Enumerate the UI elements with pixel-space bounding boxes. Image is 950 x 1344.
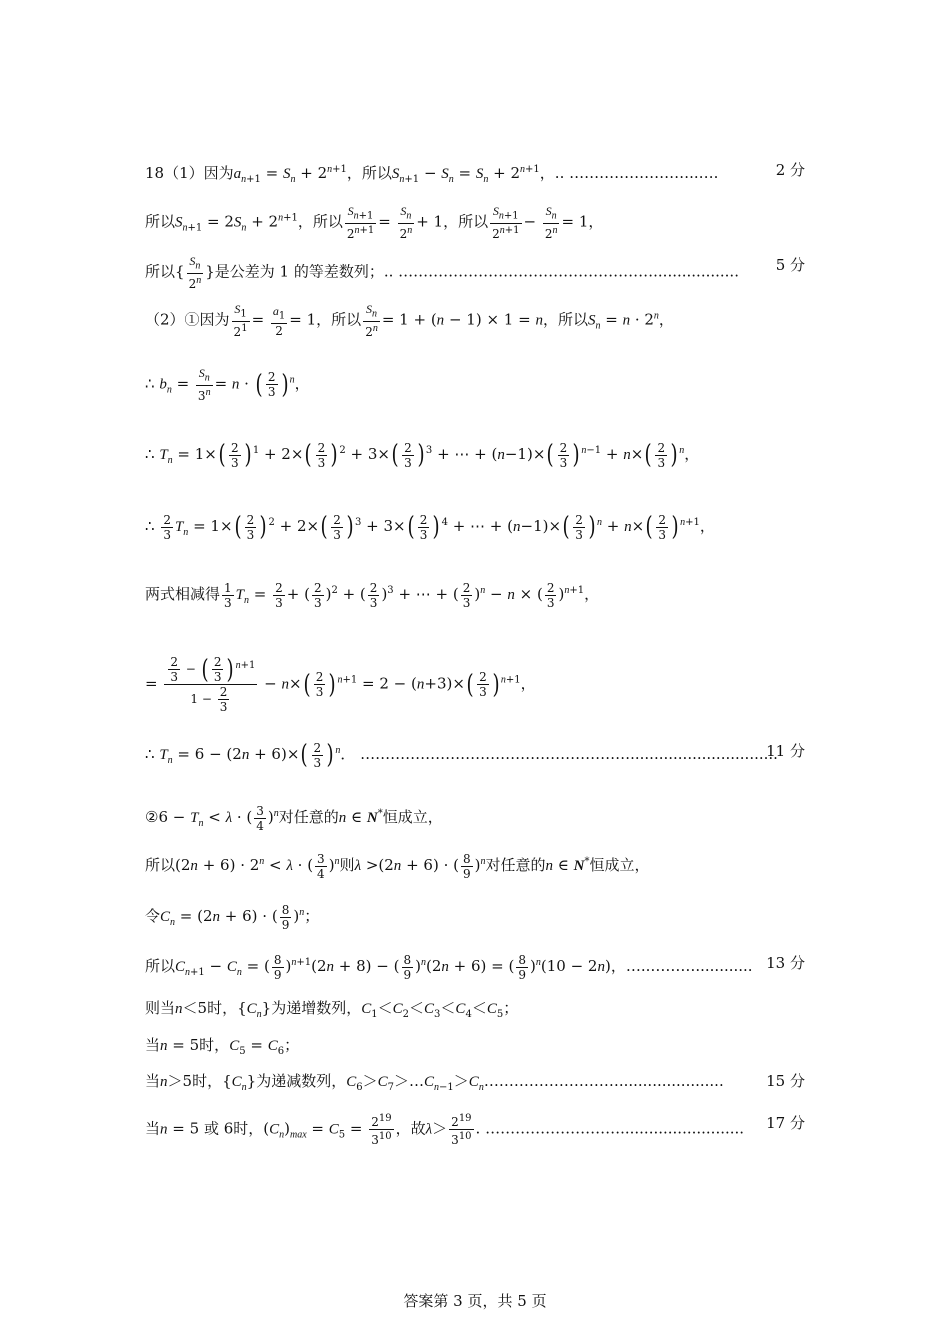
- line-9: = $\frac{2}{3}$ − ( $\frac{2}{3}$ ) $^{n+1}$ 1 − $\frac{2}{3}$ − n×( $\frac{2}{3}$ ) $^{n+1}$ = 2 − (n+3)×( $\frac{2}{3}$ ) $^{n+1}$，: [145, 654, 536, 714]
- line-12: 所以$(2n + 6) \cdot 2^n < \lambda$ · ( $\frac{3}{4}$ )$^n$则λ >(2n + 6) · ( $\frac{8}{9}$ )$^n$对任意的n ∈ N*恒成立，: [145, 851, 650, 881]
- line-14-prefix: 所以: [145, 957, 176, 975]
- line-10: ∴ $T_n = 6 - (2n + 6)\times$( $\frac{2}{3}$ ) $^n$． ………………………………………………............................... 11 分: [145, 740, 805, 770]
- line-5: ∴ $b_n$ = $\frac{S_n}{3^n}$ = n · ( $\frac{2}{3}$ ) $^n$，: [145, 366, 310, 404]
- score-13: 13 分: [766, 954, 805, 972]
- line-6: ∴ $T_n = 1\times$( $\frac{2}{3}$ ) $^1$ + 2×( $\frac{2}{3}$ ) $^2$ + 3×( $\frac{2}{3}$ ) $^3$ + ⋯ + (n−1)×( $\frac{2}{3}$ ) $^{n-1}$ + n×( $\frac{2}{3}$ ) $^n$，: [145, 440, 700, 470]
- line-3-text: 是公差为 1 的等差数列；: [214, 262, 384, 281]
- line-2-prefix: 所以: [145, 212, 176, 231]
- line-4: （2）①因为 $\frac{S_1}{2^1}$ = $\frac{a_1}{2}$ = 1，所以 $\frac{S_n}{2^n}$ = 1 + (n − 1) × 1 = n，所以$S_n = n \cdot 2^n$，: [145, 302, 674, 340]
- line-3-prefix: 所以: [145, 262, 176, 281]
- line-16-prefix: 当: [145, 1036, 161, 1054]
- line-13: 令$C_n = (2n + 6)$ · ( $\frac{8}{9}$ )$^n$；: [145, 902, 320, 932]
- line-12-post: 恒成立，: [589, 856, 650, 874]
- line-13-prefix: 令: [145, 907, 161, 925]
- line-15-text-a: 时，: [207, 999, 238, 1017]
- line-18: 当n = 5 或 6时，$(C_n)_{max} = C_5$ = $\frac{2^{19}}{3^{10}}$ ，故λ＞ $\frac{2^{19}}{3^{10}}$ . ……………………….......................... 17 分: [145, 1113, 805, 1147]
- line-8-prefix: 两式相减得: [145, 585, 221, 603]
- line-11-text: 对任意的: [278, 808, 339, 826]
- line-2: 所以$S_{n+1} = 2S_n + 2^{n+1}$，所以 $\frac{S_{n+1}}{2^{n+1}}$ = $\frac{S_n}{2^n}$ + 1，所以 $\frac{S_{n+1}}{2^{n+1}}$ − $\frac{S_n}{2^n}$ = 1，: [145, 204, 604, 242]
- line-12-text-a: 则: [339, 856, 355, 874]
- line-16: 当n = 5时，$C_5 = C_6$；: [145, 1036, 300, 1057]
- line-8: 两式相减得 $\frac{1}{3}$ $T_n$ = $\frac{2}{3}$ + ( $\frac{2}{3}$ )$^2$ + ( $\frac{2}{3}$ )$^3$ + ⋯ + ( $\frac{2}{3}$ )$^n$ − n × ( $\frac{2}{3}$ )$^{n+1}$，: [145, 580, 600, 610]
- line-7: ∴ $\frac{2}{3}$ $T_n = 1\times$( $\frac{2}{3}$ ) $^2$ + 2×( $\frac{2}{3}$ ) $^3$ + 3×( $\frac{2}{3}$ ) $^4$ + ⋯ + (n−1)×( $\frac{2}{3}$ ) $^n$ + n×( $\frac{2}{3}$ ) $^{n+1}$，: [145, 512, 715, 542]
- line-1: 18（1）因为$a_{n+1} = S_n + 2^{n+1}$，所以$S_{n+1} - S_n = S_n + 2^{n+1}$，.. ……………………..…. 2 分: [145, 161, 805, 185]
- line-18-text-a: 或 6时，: [203, 1119, 264, 1138]
- line-18-text-b: ，故: [395, 1119, 426, 1138]
- line-12-text-b: 对任意的: [485, 856, 546, 874]
- line-3: 所以{ $\frac{S_n}{2^n}$ }是公差为 1 的等差数列；.. …………………………………………….................. 5 分: [145, 254, 805, 292]
- line-1-prefix: 18（1）因为: [145, 164, 234, 182]
- line-16-text: 时，: [199, 1036, 230, 1054]
- line-17-text-b: 为递减数列，: [256, 1072, 347, 1090]
- line-18-prefix: 当: [145, 1119, 161, 1138]
- line-4-text-b: ，所以: [542, 310, 588, 329]
- score-11: 11 分: [766, 742, 805, 760]
- score-17: 17 分: [766, 1114, 805, 1132]
- line-15-text-b: 为递增数列，: [271, 999, 362, 1017]
- line-11-post: 恒成立，: [382, 808, 443, 826]
- line-4-text-a: ，所以: [316, 310, 362, 329]
- score-5: 5 分: [775, 256, 805, 274]
- line-4-prefix: （2）①因为: [145, 310, 230, 329]
- page-footer: 答案第 3 页，共 5 页: [403, 1292, 547, 1310]
- line-14: 所以$C_{n+1} - C_n$ = ( $\frac{8}{9}$ )$^{n+1}$(2n + 8) − ( $\frac{8}{9}$ )$^n$(2n + 6) = ( $\frac{8}{9}$ )$^n$(10 − 2n)，…..………............ 13 分: [145, 952, 805, 982]
- line-15: 则当n＜5时，$\{C_n\}$为递增数列，$C_1<C_2<C_3<C_4<C_5$；: [145, 999, 519, 1020]
- line-11: ②6 − $T_n < \lambda$ · ( $\frac{3}{4}$ )$^n$对任意的n ∈ N*恒成立，: [145, 803, 443, 833]
- line-17: 当n＞5时，$\{C_n\}$为递减数列，$C_6>C_7>\dots C_{n-1}>C_n\dots\dots\dots\dots\dots\dots\dots\dots\dots$...................... 15 分: [145, 1072, 805, 1093]
- score-15: 15 分: [766, 1072, 805, 1090]
- line-12-prefix: 所以: [145, 856, 176, 874]
- line-15-prefix: 则当: [145, 999, 176, 1017]
- score-2: 2 分: [775, 161, 805, 179]
- line-17-text-a: 时，: [192, 1072, 223, 1090]
- line-17-prefix: 当: [145, 1072, 161, 1090]
- line-11-prefix: ②: [145, 808, 159, 826]
